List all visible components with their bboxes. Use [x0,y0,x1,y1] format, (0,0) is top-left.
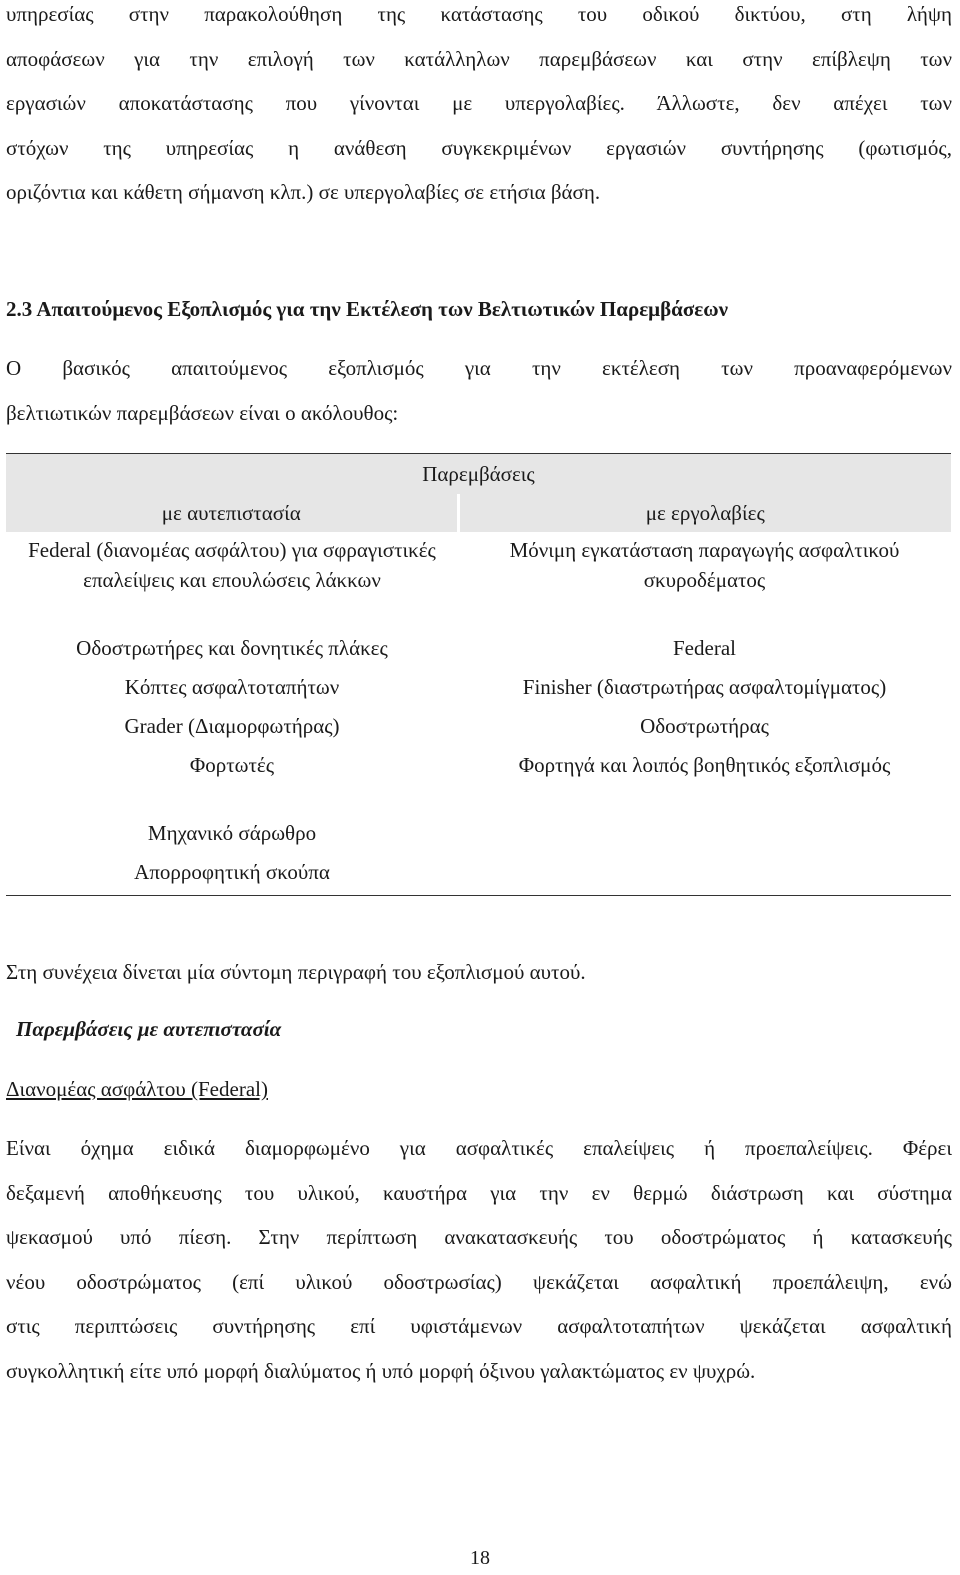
page-number: 18 [470,1547,490,1569]
subsection-heading: Παρεμβάσεις με αυτεπιστασία [16,1017,282,1041]
paragraph-line: οριζόντια και κάθετη σήμανση κλπ.) σε υπεργολαβίες σε ετήσια βάση. [6,180,601,204]
paragraph-line: στις περιπτώσεις συντήρησης επί υφιστάμενων ασφαλτοταπήτων ψεκάζεται ασφαλτική [6,1314,952,1338]
description-paragraph [6,1126,952,1393]
column-header-contracted: με εργολαβίες [458,494,951,532]
equipment-table [6,453,951,896]
table-cell-right: Federal [673,636,736,660]
table-row [6,711,951,750]
table-cell-left: Οδοστρωτήρες και δονητικές πλάκες [76,636,388,660]
table-cell-left: Μηχανικό σάρωθρο [147,821,317,845]
paragraph-line: αποφάσεων για την επιλογή των κατάλληλων παρεμβάσεων και στην επίβλεψη των [6,46,952,71]
paragraph-line: υπηρεσίας στην παρακολούθηση της κατάστασης του οδικού δικτύου, στη λήψη [6,2,952,26]
table-cell-right [458,857,951,896]
paragraph-line: νέου οδοστρώματος (επί υλικού οδοστρωσίας) ψεκάζεται ασφαλτική προεπάλειψη, ενώ [6,1269,952,1294]
table-cell-right: Μόνιμη εγκατάσταση παραγωγής ασφαλτικού σκυροδέματος [509,538,900,592]
paragraph-line: ψεκασμού υπό πίεση. Στην περίπτωση ανακατασκευής του οδοστρώματος ή κατασκευής [6,1225,952,1249]
table-cell-left: Απορροφητική σκούπα [6,857,458,896]
table-title: Παρεμβάσεις [6,454,951,495]
table-row [6,672,951,711]
table-cell-right: Φορτηγά και λοιπός βοηθητικός εξοπλισμός [518,753,891,777]
intro-paragraph [6,0,952,215]
table-cell-left: Grader (Διαμορφωτήρας) [124,714,340,738]
paragraph-line: Ο βασικός απαιτούμενος εξοπλισμός για την εκτέλεση των προαναφερόμενων [6,356,952,380]
column-header-self-managed: με αυτεπιστασία [6,494,458,532]
table-row [6,818,951,857]
paragraph-line: δεξαμενή αποθήκευσης του υλικού, καυστήρα για την εν θερμώ διάστρωση και σύστημα [6,1180,952,1205]
followup-text: Στη συνέχεια δίνεται μία σύντομη περιγραφή του εξοπλισμού αυτού. [6,960,586,984]
table-row [6,532,951,633]
table-row [6,633,951,672]
paragraph-line: εργασιών αποκατάστασης που γίνονται με υπεργολαβίες. Άλλωστε, δεν απέχει των [6,91,952,115]
table-cell-right: Οδοστρωτήρας [640,714,769,738]
section-intro-paragraph [6,346,952,435]
table-row [6,750,951,818]
table-cell-left: Φορτωτές [189,753,275,777]
paragraph-line: Είναι όχημα ειδικά διαμορφωμένο για ασφαλτικές επαλείψεις ή προεπαλείψεις. Φέρει [6,1136,952,1160]
table-cell-left: Κόπτες ασφαλτοταπήτων [124,675,340,699]
table-cell-left: Federal (διανομέας ασφάλτου) για σφραγιστικές επαλείψεις και επουλώσεις λάκκων [28,538,436,592]
paragraph-line: στόχων της υπηρεσίας η ανάθεση συγκεκριμένων εργασιών συντήρησης (φωτισμός, [6,135,952,160]
table-cell-right [458,818,951,857]
equipment-heading: Διανομέας ασφάλτου (Federal) [6,1077,268,1101]
table-row [6,857,951,896]
paragraph-line: βελτιωτικών παρεμβάσεων είναι ο ακόλουθος: [6,400,399,425]
table-cell-right: Finisher (διαστρωτήρας ασφαλτομίγματος) [522,675,887,699]
paragraph-line: συγκολλητική είτε υπό μορφή διαλύματος ή υπό μορφή όξινου γαλακτώματος εν ψυχρώ. [6,1358,756,1383]
section-heading: 2.3 Απαιτούμενος Εξοπλισμός για την Εκτέλεση των Βελτιωτικών Παρεμβάσεων [6,297,728,321]
